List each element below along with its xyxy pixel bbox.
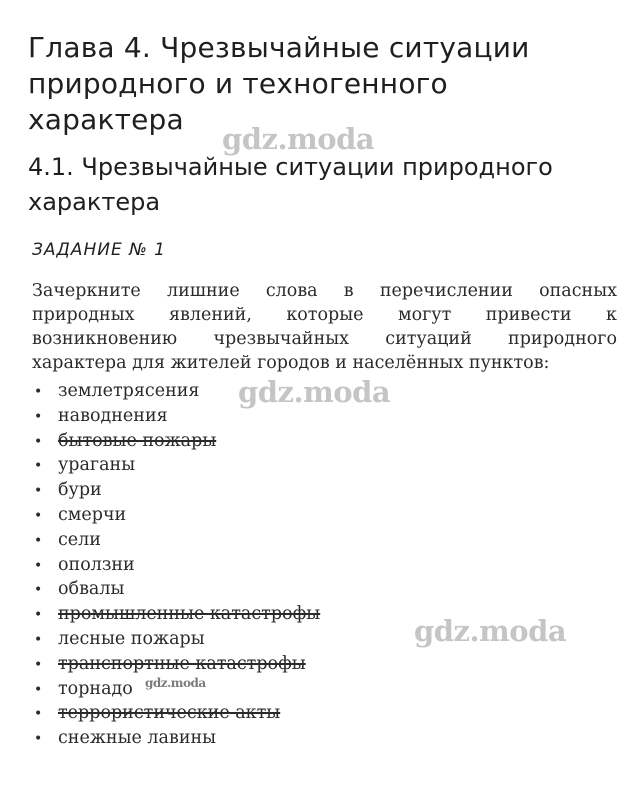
item-text-crossed: террористические акты [58,703,281,724]
item-text-crossed: бытовые пожары [58,430,217,451]
list-item [34,528,554,553]
bullet-icon: • [34,607,43,624]
item-text: лесные пожары [58,628,205,649]
bullet-icon: • [34,483,43,500]
item-text: наводнения [58,405,168,426]
bullet-icon: • [34,507,43,524]
item-text-crossed: транспортные катастрофы [58,653,306,674]
item-text: землетрясения [58,381,200,401]
list-item [34,677,554,702]
bullet-icon: • [34,631,43,648]
watermark: gdz.moda [238,375,391,409]
bullet-icon: • [34,384,43,400]
watermark: gdz.moda [414,614,567,648]
item-text: обвалы [58,579,125,600]
bullet-icon: • [34,433,43,450]
chapter-title: Глава 4. Чрезвычайные ситуации природного и техногенного характера [28,31,530,136]
list-item [34,726,554,751]
list-item [34,652,554,677]
bullet-icon: • [34,532,43,549]
list-item [34,577,554,602]
bullet-icon: • [34,656,43,673]
item-text: оползни [58,554,135,575]
hazard-list [34,379,554,751]
bullet-icon: • [34,731,43,748]
watermark: gdz.moda [222,122,375,156]
list-item [34,453,554,478]
item-text-crossed: промышленные катастрофы [58,604,321,625]
bullet-icon: • [34,582,43,599]
section-title: 4.1. Чрезвычайные ситуации природного характера [28,153,553,216]
item-text: бури [58,480,102,501]
list-item [34,701,554,726]
item-text: ураганы [58,455,136,476]
list-item [34,429,554,454]
list-item [34,553,554,578]
item-text: снежные лавины [58,728,217,749]
bullet-icon: • [34,681,43,698]
bullet-icon: • [34,706,43,723]
list-item [34,478,554,503]
item-text: смерчи [58,504,127,525]
bullet-icon: • [34,408,43,425]
bullet-icon: • [34,458,43,475]
task-instruction: Зачеркните лишние слова в перечислении опасных природных явлений, которые могут привести к возникновению чрезвычайных ситуаций природного характера для жителей городов и населённых пунктов: [32,281,617,373]
watermark-small: gdz.moda [145,676,206,690]
task-label: ЗАДАНИЕ № 1 [32,240,166,260]
bullet-icon: • [34,557,43,574]
item-text: торнадо [58,678,133,699]
item-text: сели [58,529,101,550]
list-item [34,503,554,528]
